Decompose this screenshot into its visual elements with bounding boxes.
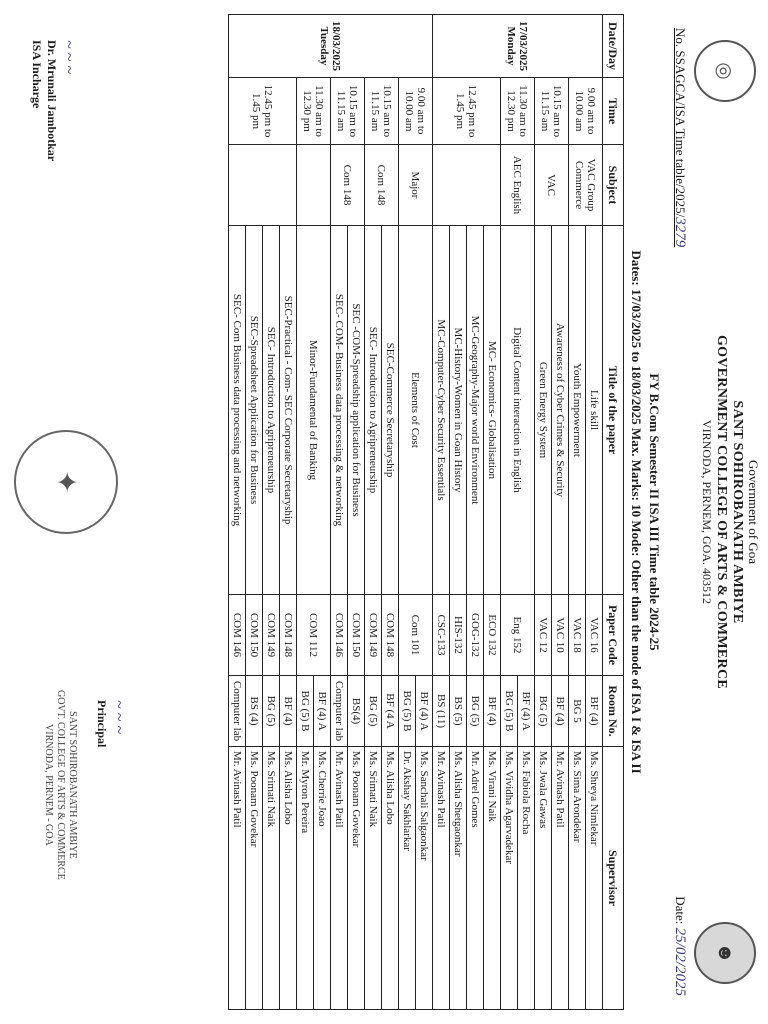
government-line: Government of Goa [746, 460, 761, 564]
timetable-title: FY B.Com Semester II ISA III Time table 2024-25 [647, 373, 662, 651]
paper-code: HIS-132 [450, 595, 467, 676]
paper-code: VAC 16 [586, 595, 603, 676]
room-no: BF (4) A [416, 676, 433, 747]
room-no: BG (5) B [501, 676, 518, 747]
paper-code: COM 149 [365, 595, 382, 676]
day1-slot1-subject: VAC Group Commerce [569, 145, 603, 226]
emblem-portrait: ☻ [694, 922, 756, 984]
incharge-name: Dr. Mrunali Jambotkar [44, 40, 59, 162]
paper-code: COM 150 [348, 595, 365, 676]
table-row [484, 15, 501, 1010]
room-no: BF (4) [280, 676, 297, 747]
paper-code: ECO 132 [484, 595, 501, 676]
table-header-row [603, 15, 624, 1010]
paper-title: SEC -COM-Spreadship application for Business [348, 226, 365, 595]
room-no: BG (5) [263, 676, 280, 747]
supervisor: Mr. Avinash Patil [433, 747, 450, 1010]
day1-slot2-subject: VAC [535, 145, 569, 226]
paper-code: COM 146 [229, 595, 246, 676]
stamp-line2: GOVT. COLLEGE OF ARTS & COMMERCE [55, 690, 66, 880]
paper-code: COM 148 [280, 595, 297, 676]
paper-title: Youth Empowerment [569, 226, 586, 595]
col-header-paper: Title of the paper [603, 226, 624, 595]
paper-code: COM 146 [331, 595, 348, 676]
room-no: BF (4) [484, 676, 501, 747]
table-row [416, 15, 433, 1010]
college-round-stamp: ✦ [14, 430, 118, 534]
room-no: BF (4 A [382, 676, 399, 747]
paper-title: Digital Content interaction in English [501, 226, 535, 595]
table-row [552, 15, 569, 1010]
supervisor: Ms. Srimati Naik [365, 747, 382, 1010]
paper-title: SEC- COM- Business data processing & networking [331, 226, 348, 595]
paper-title: SEC- Introduction to Agripreneurship [263, 226, 280, 595]
col-header-code: Paper Code [603, 595, 624, 676]
day1-slot3-time: 11.30 am to 12.30 pm [501, 78, 535, 145]
day1-slot4-subject [433, 145, 501, 226]
college-address: VIRNODA, PERNEM, GOA. 403512 [699, 419, 714, 604]
principal-signature [94, 700, 128, 747]
day1-slot4-time: 12.45 pm to 1.45 pm [433, 78, 501, 145]
table-row [586, 15, 603, 1010]
room-no: Computer lab [331, 676, 348, 747]
day2-slot2-time: 10.15 am to 11.15 am [365, 78, 399, 145]
paper-title: MC- Economics- Globalisation [484, 226, 501, 595]
reference-handwritten-number: 3279 [672, 217, 688, 248]
day2-date: 18/03/2025 [330, 20, 343, 72]
paper-code: VAC 10 [552, 595, 569, 676]
day1-day: Monday [505, 26, 518, 66]
paper-code: Eng 152 [501, 595, 535, 676]
room-no: BG (5) B [297, 676, 314, 747]
paper-code: VAC 12 [535, 595, 552, 676]
paper-title: SEC-Spreadsheet Application for Business [246, 226, 263, 595]
supervisor: Ms. Alisha Lobo [382, 747, 399, 1010]
document-date [671, 896, 688, 996]
incharge-handwritten-signature: ~ ~ ~ [60, 40, 77, 74]
stamp-line1: SANT SOHIROBANATH AMBIYE [67, 711, 78, 859]
day2-slot3-subject: Com 148 [331, 145, 365, 226]
document-header [699, 0, 760, 1024]
supervisor: Ms. Sanchali Salgaonkar [416, 747, 433, 1010]
college-logo-seal: ◎ [694, 40, 756, 102]
supervisor: Ms. Jwala Gawas [535, 747, 552, 1010]
day1-date: 17/03/2025 [517, 20, 530, 72]
supervisor: Ms. Vividha Agarvadekar [501, 747, 518, 1010]
table-row [382, 15, 399, 1010]
timetable-subtitle: Dates: 17/03/2025 to 18/03/2025 Max. Marks: 10 Mode: Other than the mode of ISA I & ISA II [629, 250, 644, 774]
room-no: BF (4) [552, 676, 569, 747]
paper-title: Minor-Fundamental of Banking [297, 226, 331, 595]
room-no: BG (5) [365, 676, 382, 747]
room-no: Computer lab [229, 676, 246, 747]
incharge-title: ISA Incharge [30, 40, 45, 109]
stamp-line3: VIRNODA, PERNEM - GOA [43, 724, 54, 846]
paper-title: Life skill [586, 226, 603, 595]
room-no: BS(4) [348, 676, 365, 747]
supervisor: Ms. Cherrie Joao [314, 747, 331, 1010]
supervisor: Ms. Poonam Govekar [246, 747, 263, 1010]
paper-code: COM 112 [297, 595, 331, 676]
paper-title: Elements of Cost [399, 226, 433, 595]
table-row [348, 15, 365, 1010]
room-no: BG (5) [535, 676, 552, 747]
supervisor: Ms. Poonam Govekar [348, 747, 365, 1010]
paper-code: Com 101 [399, 595, 433, 676]
supervisor: Ms. Srimati Naik [263, 747, 280, 1010]
supervisor: Ms. Alisha Shetgaonkar [450, 747, 467, 1010]
day2-slot2-subject: Com 148 [365, 145, 399, 226]
paper-title: MC-History-Women in Goan History [450, 226, 467, 595]
reference-label: No. SSAGCA/ISA Time table/2025/ [673, 28, 688, 218]
date-label: Date: [673, 896, 688, 925]
paper-title: SEC- Introduction to Agripreneurship [365, 226, 382, 595]
paper-code: CSC-133 [433, 595, 450, 676]
paper-title: MC-Geography-Major world Environment [467, 226, 484, 595]
day2-slot1-subject: Major [399, 145, 433, 226]
principal-handwritten-signature: ~ ~ ~ [110, 700, 127, 734]
supervisor: Mr. Avinash Patil [229, 747, 246, 1010]
paper-code: COM 148 [382, 595, 399, 676]
room-no: BG (5) B [399, 676, 416, 747]
supervisor: Ms. Fabiola Rocha [518, 747, 535, 1010]
paper-title: SEC-Commerce Secretaryship [382, 226, 399, 595]
paper-code: VAC 18 [569, 595, 586, 676]
supervisor: Ms. Shreya Nimlekar [586, 747, 603, 1010]
table-row [314, 15, 331, 1010]
col-header-room: Room No. [603, 676, 624, 747]
paper-title: Green Energy System [535, 226, 552, 595]
day1-slot3-subject: AEC English [501, 145, 535, 226]
day2-day: Tuesday [318, 26, 331, 66]
table-row [280, 15, 297, 1010]
room-no: BG (5) [467, 676, 484, 747]
col-header-time: Time [603, 78, 624, 145]
day1-date-cell [433, 15, 603, 78]
paper-title: Awareness of Cyber Crimes & Security [552, 226, 569, 595]
day2-slot3-time: 10.15 am to 11.15 am [331, 78, 365, 145]
room-no: BS (5) [450, 676, 467, 747]
room-no: BF (4) A [518, 676, 535, 747]
supervisor: Mr. Myron Pereira [297, 747, 314, 1010]
supervisor: Mr. Avinash Patil [331, 747, 348, 1010]
paper-title: MC-Computer-Cyber Security Essentials [433, 226, 450, 595]
reference-number [671, 28, 688, 247]
college-name-line1: SANT SOHIROBANATH AMBIYE [730, 400, 746, 624]
paper-title: SEC- Com Business data processing and networking [229, 226, 246, 595]
col-header-subject: Subject [603, 145, 624, 226]
paper-code: GOG-132 [467, 595, 484, 676]
supervisor: Ms. Sima Arondekar [569, 747, 586, 1010]
room-no: BG 5 [569, 676, 586, 747]
room-no: BF (4) A [314, 676, 331, 747]
college-name-line2: GOVERNMENT COLLEGE OF ARTS & COMMERCE [713, 334, 729, 690]
day2-slot5-time: 12.45 pm to 1.45 pm [229, 78, 297, 145]
paper-code: COM 150 [246, 595, 263, 676]
supervisor: Ms. Alisha Lobo [280, 747, 297, 1010]
isa-incharge-signature [30, 40, 78, 161]
col-header-date: Date/Day [603, 15, 624, 78]
supervisor: Ms. Virani Naik [484, 747, 501, 1010]
paper-code: COM 149 [263, 595, 280, 676]
day2-date-cell [229, 15, 433, 78]
day2-slot5-subject [229, 145, 297, 226]
timetable-table [228, 14, 624, 1010]
day2-slot1-time: 9.00 am to 10.00 am [399, 78, 433, 145]
date-value: 25/02/2025 [672, 927, 688, 996]
day2-slot4-time: 11.30 am to 12.30 pm [297, 78, 331, 145]
room-no: BS (11) [433, 676, 450, 747]
day2-slot4-subject [297, 145, 331, 226]
principal-office-stamp [42, 690, 78, 880]
supervisor: Dr. Akshay Sakhlarkar [399, 747, 416, 1010]
table-row [518, 15, 535, 1010]
principal-title: Principal [94, 700, 109, 748]
day1-slot1-time: 9.00 am to 10.00 am [569, 78, 603, 145]
supervisor: Mr. Avinash Patil [552, 747, 569, 1010]
room-no: BF (4) [586, 676, 603, 747]
supervisor: Mr. Adrel Gomes [467, 747, 484, 1010]
room-no: BS (4) [246, 676, 263, 747]
col-header-supervisor: Supervisor [603, 747, 624, 1010]
day1-slot2-time: 10.15 am to 11.15 am [535, 78, 569, 145]
paper-title: SEC-Practical - Com- SEC Corporate Secretaryship [280, 226, 297, 595]
